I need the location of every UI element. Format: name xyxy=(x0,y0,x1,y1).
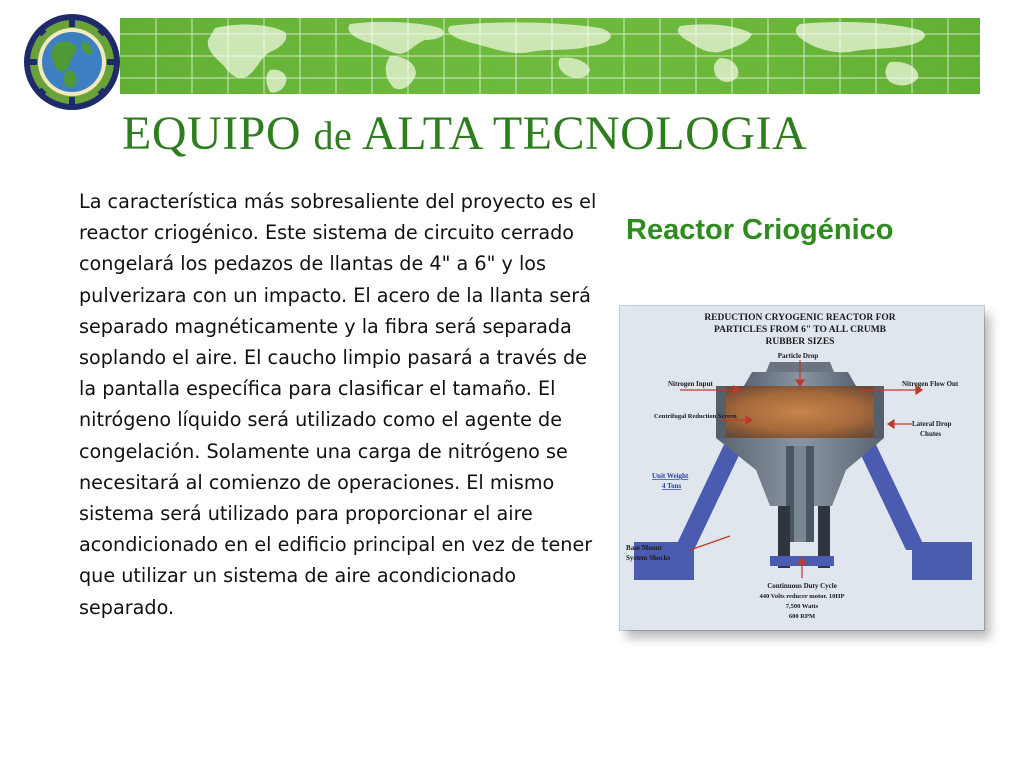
reactor-diagram xyxy=(620,306,984,630)
label-centrifugal-screen: Centrifugal Reduction Screen xyxy=(654,413,737,420)
label-system-shocks: System Shocks xyxy=(626,554,671,562)
label-nitrogen-input: Nitrogen Input xyxy=(668,380,713,388)
diagram-title-line1: REDUCTION CRYOGENIC REACTOR FOR xyxy=(704,313,896,323)
label-particle-drop: Particle Drop xyxy=(777,352,819,360)
globe-logo-icon xyxy=(22,12,122,112)
label-unit-weight-value: 4 Tons xyxy=(662,482,682,490)
label-lateral-drop: Lateral Drop xyxy=(912,420,952,428)
body-paragraph: La característica más sobresaliente del proyecto es el reactor criogénico. Este sistema de circuito cerrado congelará los pedazos de llantas de 4" a 6" y los pulverizara con un impacto. El acero de la llanta será separado magnéticamente y la fibra será separada soplando el aire. El caucho limpio pasará a través de la pantalla específica para clasificar el tamaño. El nitrógeno líquido será utilizado como el agente de congelación. Solamente una carga de nitrógeno se necesitará al comienzo de operaciones. El mismo sistema será utilizado para proporcionar el aire acondicionado en el edificio principal en vez de tener que utilizar un sistema de aire acondicionado separado. xyxy=(79,190,597,619)
diagram-title-line3: RUBBER SIZES xyxy=(765,337,835,347)
world-map-banner xyxy=(120,18,980,94)
label-chutes: Chutes xyxy=(920,430,942,438)
label-duty-cycle: Continuous Duty Cycle xyxy=(767,582,837,590)
label-unit-weight: Unit Weight xyxy=(652,472,689,480)
section-subtitle: Reactor Criogénico xyxy=(626,214,894,246)
label-motor: 440 Volts reducer motor. 10HP xyxy=(759,593,845,600)
label-base-mount: Base Mount xyxy=(626,544,662,552)
diagram-title-line2: PARTICLES FROM 6" TO ALL CRUMB xyxy=(713,325,887,335)
label-nitrogen-flow-out: Nitrogen Flow Out xyxy=(902,380,959,388)
label-rpm: 600 RPM xyxy=(788,613,816,620)
page-title: EQUIPO de ALTA TECNOLOGIA xyxy=(122,107,808,160)
label-watts: 7,500 Watts xyxy=(785,603,819,610)
